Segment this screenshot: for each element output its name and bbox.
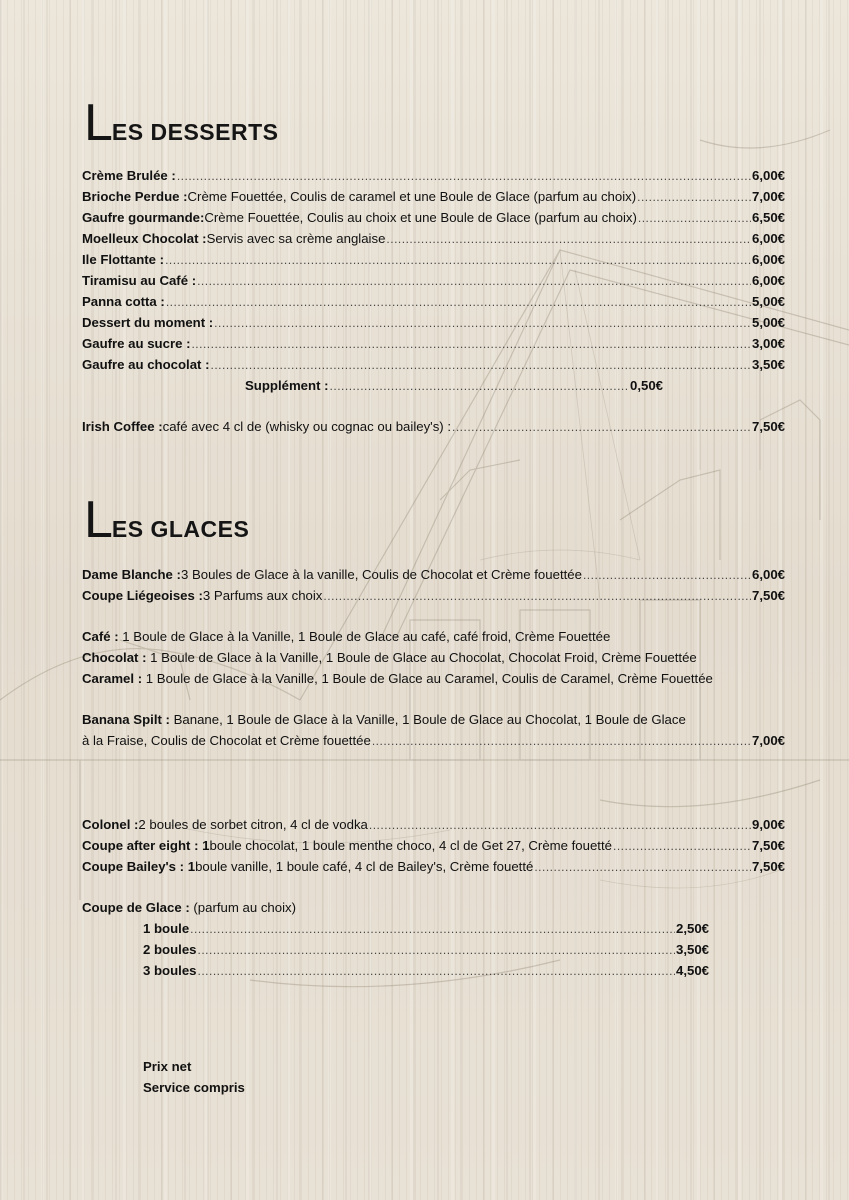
item-price: 7,50€: [751, 859, 785, 874]
option-price: 2,50€: [675, 921, 709, 936]
dot-leader: [198, 961, 675, 982]
dot-leader: [534, 857, 751, 878]
dot-leader: [452, 417, 751, 438]
option-price: 3,50€: [675, 942, 709, 957]
item-desc: 2 boules de sorbet citron, 4 cl de vodka: [138, 817, 368, 832]
menu-item-coupe-de-glace: [82, 897, 296, 918]
item-price: 5,00€: [751, 315, 785, 330]
item-name: Panna cotta :: [82, 294, 165, 309]
item-price: 7,50€: [751, 588, 785, 603]
menu-item-coupe-liegeoises: [82, 585, 785, 606]
option-price: 4,50€: [675, 963, 709, 978]
dot-leader: [214, 313, 751, 334]
item-price: 6,00€: [751, 567, 785, 582]
menu-item-coupe-after-eight: [82, 835, 785, 856]
menu-item-banana-split-line2: [82, 730, 785, 751]
glaces-title-rest: ES GLACES: [111, 516, 250, 542]
item-name: Irish Coffee :: [82, 419, 163, 434]
item-name: Tiramisu au Café :: [82, 273, 197, 288]
item-price: 3,50€: [751, 357, 785, 372]
item-price: 7,50€: [751, 838, 785, 853]
item-desc: Banane, 1 Boule de Glace à la Vanille, 1 Boule de Glace au Chocolat, 1 Boule de Glace: [169, 712, 686, 727]
option-name: 3 boules: [143, 963, 197, 978]
item-name: Gaufre au sucre :: [82, 336, 191, 351]
menu-item-tiramisu: [82, 270, 785, 291]
item-desc: 3 Boules de Glace à la vanille, Coulis de Chocolat et Crème fouettée: [180, 567, 582, 582]
item-price: 6,00€: [751, 231, 785, 246]
item-name: Moelleux Chocolat :: [82, 231, 207, 246]
menu-item-irish-coffee: [82, 416, 785, 437]
item-desc: Crème Fouettée, Coulis de caramel et une Boule de Glace (parfum au choix): [187, 189, 637, 204]
liegeois-cafe: [82, 626, 610, 647]
item-price: 6,00€: [751, 252, 785, 267]
menu-item-moelleux-chocolat: [82, 228, 785, 249]
option-name: 2 boules: [143, 942, 197, 957]
item-name: Dessert du moment :: [82, 315, 214, 330]
item-name: Gaufre gourmande:: [82, 210, 205, 225]
menu-item-colonel: [82, 814, 785, 835]
menu-item-dessert-du-moment: [82, 312, 785, 333]
item-price: 6,50€: [751, 210, 785, 225]
menu-item-supplement: [245, 375, 663, 396]
dot-leader: [191, 334, 751, 355]
dot-leader: [330, 376, 629, 397]
item-desc: 1 Boule de Glace à la Vanille, 1 Boule de Glace au café, café froid, Crème Fouettée: [118, 629, 611, 644]
menu-item-dame-blanche: [82, 564, 785, 585]
item-price: 5,00€: [751, 294, 785, 309]
item-price: 9,00€: [751, 817, 785, 832]
item-desc: 3 Parfums aux choix: [202, 588, 323, 603]
dot-leader: [386, 229, 751, 250]
item-price: 3,00€: [751, 336, 785, 351]
item-name: Ile Flottante :: [82, 252, 165, 267]
item-desc: 1 Boule de Glace à la Vanille, 1 Boule de Glace au Caramel, Coulis de Caramel, Crème Fouettée: [142, 671, 713, 686]
item-price: 6,00€: [751, 273, 785, 288]
dot-leader: [613, 836, 751, 857]
item-name: Caramel :: [82, 671, 143, 686]
item-name: Chocolat :: [82, 650, 147, 665]
item-desc: Servis avec sa crème anglaise: [206, 231, 386, 246]
dot-leader: [198, 940, 675, 961]
item-desc: boule vanille, 1 boule café, 4 cl de Bailey's, Crème fouetté: [195, 859, 534, 874]
dot-leader: [323, 586, 751, 607]
menu-item-banana-split: [82, 709, 686, 730]
dot-leader: [583, 565, 751, 586]
item-name: Café :: [82, 629, 119, 644]
liegeois-caramel: [82, 668, 713, 689]
option-name: 1 boule: [143, 921, 190, 936]
menu-item-coupe-baileys: [82, 856, 785, 877]
item-desc: café avec 4 cl de (whisky ou cognac ou bailey's) :: [162, 419, 452, 434]
coupe-option-2-boules: [143, 939, 709, 960]
dot-leader: [197, 271, 751, 292]
liegeois-chocolat: [82, 647, 697, 668]
item-desc: (parfum au choix): [189, 900, 297, 915]
item-price: 7,50€: [751, 419, 785, 434]
menu-item-gaufre-gourmande: [82, 207, 785, 228]
dot-leader: [177, 166, 751, 187]
dot-leader: [166, 292, 751, 313]
item-name: Coupe Liégeoises :: [82, 588, 203, 603]
item-price: 6,00€: [751, 168, 785, 183]
dot-leader: [637, 187, 751, 208]
dot-leader: [638, 208, 751, 229]
dot-leader: [190, 919, 675, 940]
item-name: Coupe after eight : 1: [82, 838, 210, 853]
item-name: Gaufre au chocolat :: [82, 357, 210, 372]
item-desc: Crème Fouettée, Coulis au choix et une Boule de Glace (parfum au choix): [204, 210, 637, 225]
desserts-title-rest: ES DESSERTS: [111, 119, 279, 145]
coupe-option-1-boule: [143, 918, 709, 939]
footer-prix-net: Prix net: [143, 1059, 192, 1074]
dot-leader: [211, 355, 751, 376]
menu-item-gaufre-chocolat: [82, 354, 785, 375]
item-price: 7,00€: [751, 733, 785, 748]
item-desc: 1 Boule de Glace à la Vanille, 1 Boule de Glace au Chocolat, Chocolat Froid, Crème Fouettée: [146, 650, 697, 665]
dot-leader: [372, 731, 751, 752]
item-desc: à la Fraise, Coulis de Chocolat et Crème fouettée: [82, 733, 371, 748]
dot-leader: [165, 250, 751, 271]
menu-item-creme-brulee: [82, 165, 785, 186]
item-name: Brioche Perdue :: [82, 189, 188, 204]
dot-leader: [369, 815, 751, 836]
item-name: Colonel :: [82, 817, 139, 832]
menu-item-brioche-perdue: [82, 186, 785, 207]
desserts-title-cap: L: [84, 94, 112, 152]
item-desc: boule chocolat, 1 boule menthe choco, 4 cl de Get 27, Crème fouetté: [209, 838, 612, 853]
coupe-option-3-boules: [143, 960, 709, 981]
item-price: 7,00€: [751, 189, 785, 204]
menu-item-gaufre-sucre: [82, 333, 785, 354]
item-price: 0,50€: [629, 378, 663, 393]
footer-service-compris: Service compris: [143, 1080, 245, 1095]
menu-item-ile-flottante: [82, 249, 785, 270]
glaces-title: [84, 491, 250, 549]
item-name: Crème Brulée :: [82, 168, 176, 183]
item-name: Banana Spilt :: [82, 712, 170, 727]
desserts-title: [84, 94, 279, 152]
item-name: Coupe Bailey's : 1: [82, 859, 196, 874]
item-name: Dame Blanche :: [82, 567, 181, 582]
glaces-title-cap: L: [84, 491, 112, 549]
item-name: Supplément :: [245, 378, 329, 393]
item-name: Coupe de Glace :: [82, 900, 190, 915]
menu-item-panna-cotta: [82, 291, 785, 312]
